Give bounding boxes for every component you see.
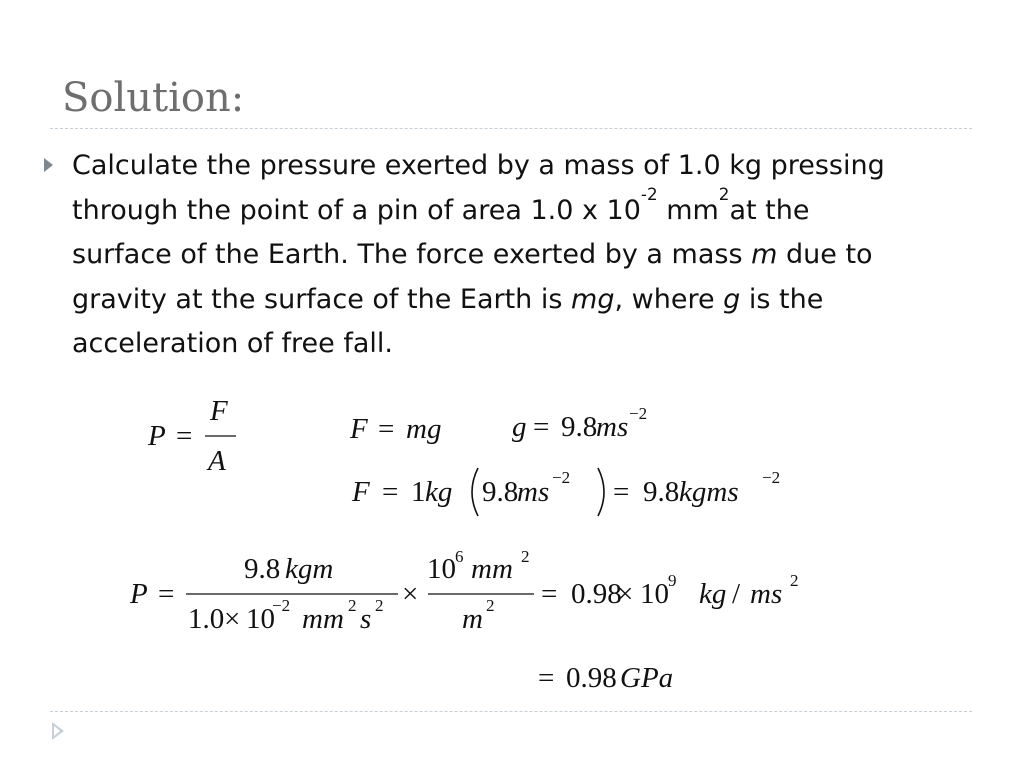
svg-text:/: / [732, 578, 741, 610]
statement-line-3: surface of the Earth. The force exerted by a mass m due to [72, 239, 873, 270]
svg-text:s: s [360, 603, 372, 635]
statement-line-2: through the point of a pin of area 1.0 x $10^{-2}$ $mm^2at$ the [72, 183, 810, 226]
svg-text:ms: ms [517, 476, 550, 508]
svg-text:F: F [352, 476, 370, 508]
svg-text:−2: −2 [272, 596, 291, 615]
statement-line-1: Calculate the pressure exerted by a mass of 1.0 kg pressing [72, 150, 885, 181]
svg-text:=: = [533, 411, 550, 443]
svg-text:10: 10 [640, 578, 669, 610]
svg-text:10: 10 [246, 603, 275, 635]
svg-text:P: P [148, 420, 166, 452]
svg-text:mm: mm [471, 553, 513, 585]
var-m: m [751, 239, 778, 270]
svg-text:=: = [541, 578, 558, 610]
svg-text:9.8: 9.8 [244, 553, 281, 585]
svg-text:0.98: 0.98 [571, 578, 622, 610]
svg-text:×: × [402, 578, 419, 610]
svg-text:−2: −2 [552, 468, 571, 487]
svg-text:1: 1 [411, 476, 426, 508]
svg-text:GPa: GPa [620, 662, 674, 694]
svg-text:=: = [382, 476, 399, 508]
svg-text:9.8: 9.8 [561, 411, 598, 443]
svg-text:2: 2 [375, 596, 384, 615]
svg-text:=: = [158, 578, 175, 610]
exponent-minus-2: -2 [640, 183, 658, 204]
svg-text:2: 2 [790, 571, 799, 590]
exponent-2: 2 [718, 183, 730, 204]
footer-arrow-icon [52, 722, 64, 740]
svg-text:=: = [613, 476, 630, 508]
svg-text:×: × [617, 578, 634, 610]
svg-text:×: × [224, 603, 241, 635]
svg-text:1.0: 1.0 [188, 603, 225, 635]
svg-text:−2: −2 [762, 468, 781, 487]
svg-text:mg: mg [406, 413, 442, 445]
statement-line-4: gravity at the surface of the Earth is mg, where g is the [72, 283, 824, 315]
svg-text:10: 10 [427, 553, 456, 585]
svg-text:kg: kg [425, 476, 453, 508]
svg-text:2: 2 [486, 596, 495, 615]
equation-gravity [512, 404, 647, 443]
svg-text:=: = [176, 420, 193, 452]
svg-text:6: 6 [455, 547, 464, 566]
svg-text:mm: mm [302, 603, 344, 635]
svg-text:kgms: kgms [679, 476, 739, 508]
svg-text:9.8: 9.8 [482, 476, 519, 508]
svg-text:F: F [350, 413, 368, 445]
equation-result [538, 662, 673, 694]
svg-text:=: = [378, 413, 395, 445]
svg-text:=: = [538, 662, 555, 694]
svg-text:kgm: kgm [285, 553, 334, 585]
svg-text:2: 2 [348, 596, 357, 615]
svg-text:−2: −2 [629, 404, 648, 423]
var-mg: mg [571, 283, 615, 315]
svg-text:9: 9 [668, 571, 677, 590]
svg-text:2: 2 [521, 547, 530, 566]
svg-text:ms: ms [750, 578, 783, 610]
slide-title: Solution: [62, 75, 245, 121]
equation-pressure-calculation [129, 547, 799, 635]
svg-text:P: P [130, 578, 148, 610]
footer-divider [50, 711, 972, 712]
svg-text:ms: ms [596, 411, 629, 443]
equation-pressure-definition [147, 395, 236, 477]
svg-text:9.8: 9.8 [643, 476, 680, 508]
equation-force-calculation [351, 468, 780, 516]
svg-text:A: A [208, 445, 226, 477]
svg-text:m: m [462, 603, 483, 635]
var-g: g [723, 283, 741, 315]
svg-text:0.98: 0.98 [566, 662, 617, 694]
svg-text:g: g [512, 411, 527, 443]
equation-weight-definition [349, 413, 441, 445]
svg-text:kg: kg [699, 578, 727, 610]
svg-text:F: F [210, 395, 228, 427]
statement-line-5: acceleration of free fall. [72, 328, 393, 359]
